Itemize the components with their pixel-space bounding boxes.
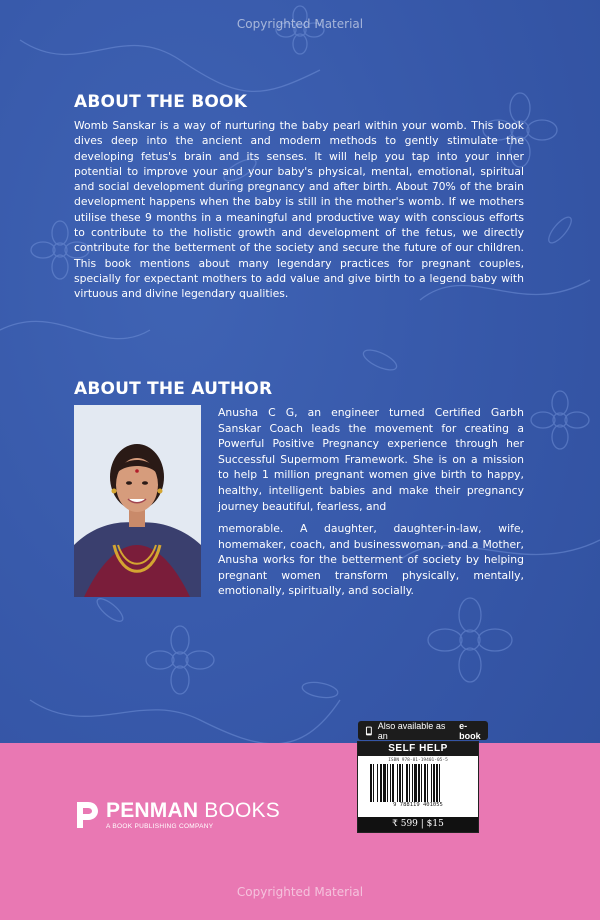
barcode-bar (409, 764, 410, 802)
barcode-bar (414, 764, 417, 802)
publisher-logo (74, 800, 280, 830)
author-photo (74, 405, 201, 597)
barcode-bar (418, 764, 420, 802)
barcode-bar (431, 764, 432, 802)
ebook-badge-bold: e-book (459, 720, 481, 741)
barcode-bar (412, 764, 413, 802)
barcode-bar (436, 764, 438, 802)
barcode-bar (433, 764, 435, 802)
ebook-badge-text: Also available as an (377, 720, 446, 741)
watermark-top: Copyrighted Material (236, 17, 364, 31)
barcode-bar (421, 764, 422, 802)
ebook-badge (358, 721, 488, 740)
barcode-bar (402, 764, 403, 802)
price-label: ₹ 599 | $15 (358, 817, 478, 832)
penman-logo-icon (74, 800, 100, 830)
publisher-tagline: A BOOK PUBLISHING COMPANY (106, 823, 214, 830)
barcode-bar (424, 764, 426, 802)
isbn-text: ISBN 978-81-19401-05-5 (388, 758, 448, 763)
barcode-bar (390, 764, 391, 802)
watermark-bottom: Copyrighted Material (236, 885, 364, 899)
about-author-text-part1: Anusha C G, an engineer turned Certified Garbh Sanskar Coach leads the movement for creating a Powerful Positive Pregnancy experience through her Successful Supermom Framework. She is on a mission to help 1 million pregnant women give birth to happy, healthy, intelligent babies and make their pregnancy journey beautiful, fearless, and (218, 406, 524, 513)
barcode-bar (397, 764, 398, 802)
barcode-bar (427, 764, 428, 802)
barcode-bar (383, 764, 386, 802)
isbn-digits: 9 788119 401055 (393, 802, 443, 808)
barcode-bar (406, 764, 408, 802)
about-author-heading: ABOUT THE AUTHOR (74, 379, 273, 399)
about-book-heading: ABOUT THE BOOK (74, 92, 248, 112)
barcode-bar (399, 764, 401, 802)
ebook-device-icon (364, 726, 374, 736)
barcode-bar (373, 764, 374, 802)
about-author-text-part2: memorable. A daughter, daughter-in-law, wife, homemaker, coach, and businesswoman, and a Mother, Anusha works for the betterment of society by helping pregnant women transform physically, mentally, emotionally, spiritually, and socially. (218, 522, 524, 598)
barcode-box (357, 741, 479, 833)
barcode-bar (370, 764, 372, 802)
barcode-bar (387, 764, 388, 802)
isbn-barcode (368, 764, 468, 802)
publisher-name-light: BOOKS (198, 799, 280, 822)
about-book-text: Womb Sanskar is a way of nurturing the baby pearl within your womb. This book dives deep into the ancient and modern methods to gently stimulate the developing fetus's brain and its senses. It will help you tap into your inner potential to improve your and your baby's physical, mental, emotional, spiritual and social development during pregnancy and after birth. About 70% of the brain development happens when the baby is still in the mother's womb. If we mothers utilise these 9 months in a meaningful and productive way with conscious efforts to contribute to the holistic growth and development of the fetus, we directly contribute for the betterment of the society and secure the future of our children. This book mentions about many legendary practices for pregnant couples, specially for expectant mothers to add value and give birth to a legend baby with virtuous and divine legendary qualities. (74, 119, 524, 301)
barcode-bar (377, 764, 378, 802)
barcode-bar (380, 764, 382, 802)
publisher-name-bold: PENMAN (106, 799, 199, 822)
barcode-bar (392, 764, 394, 802)
category-label: SELF HELP (358, 742, 478, 756)
barcode-bar (439, 764, 440, 802)
